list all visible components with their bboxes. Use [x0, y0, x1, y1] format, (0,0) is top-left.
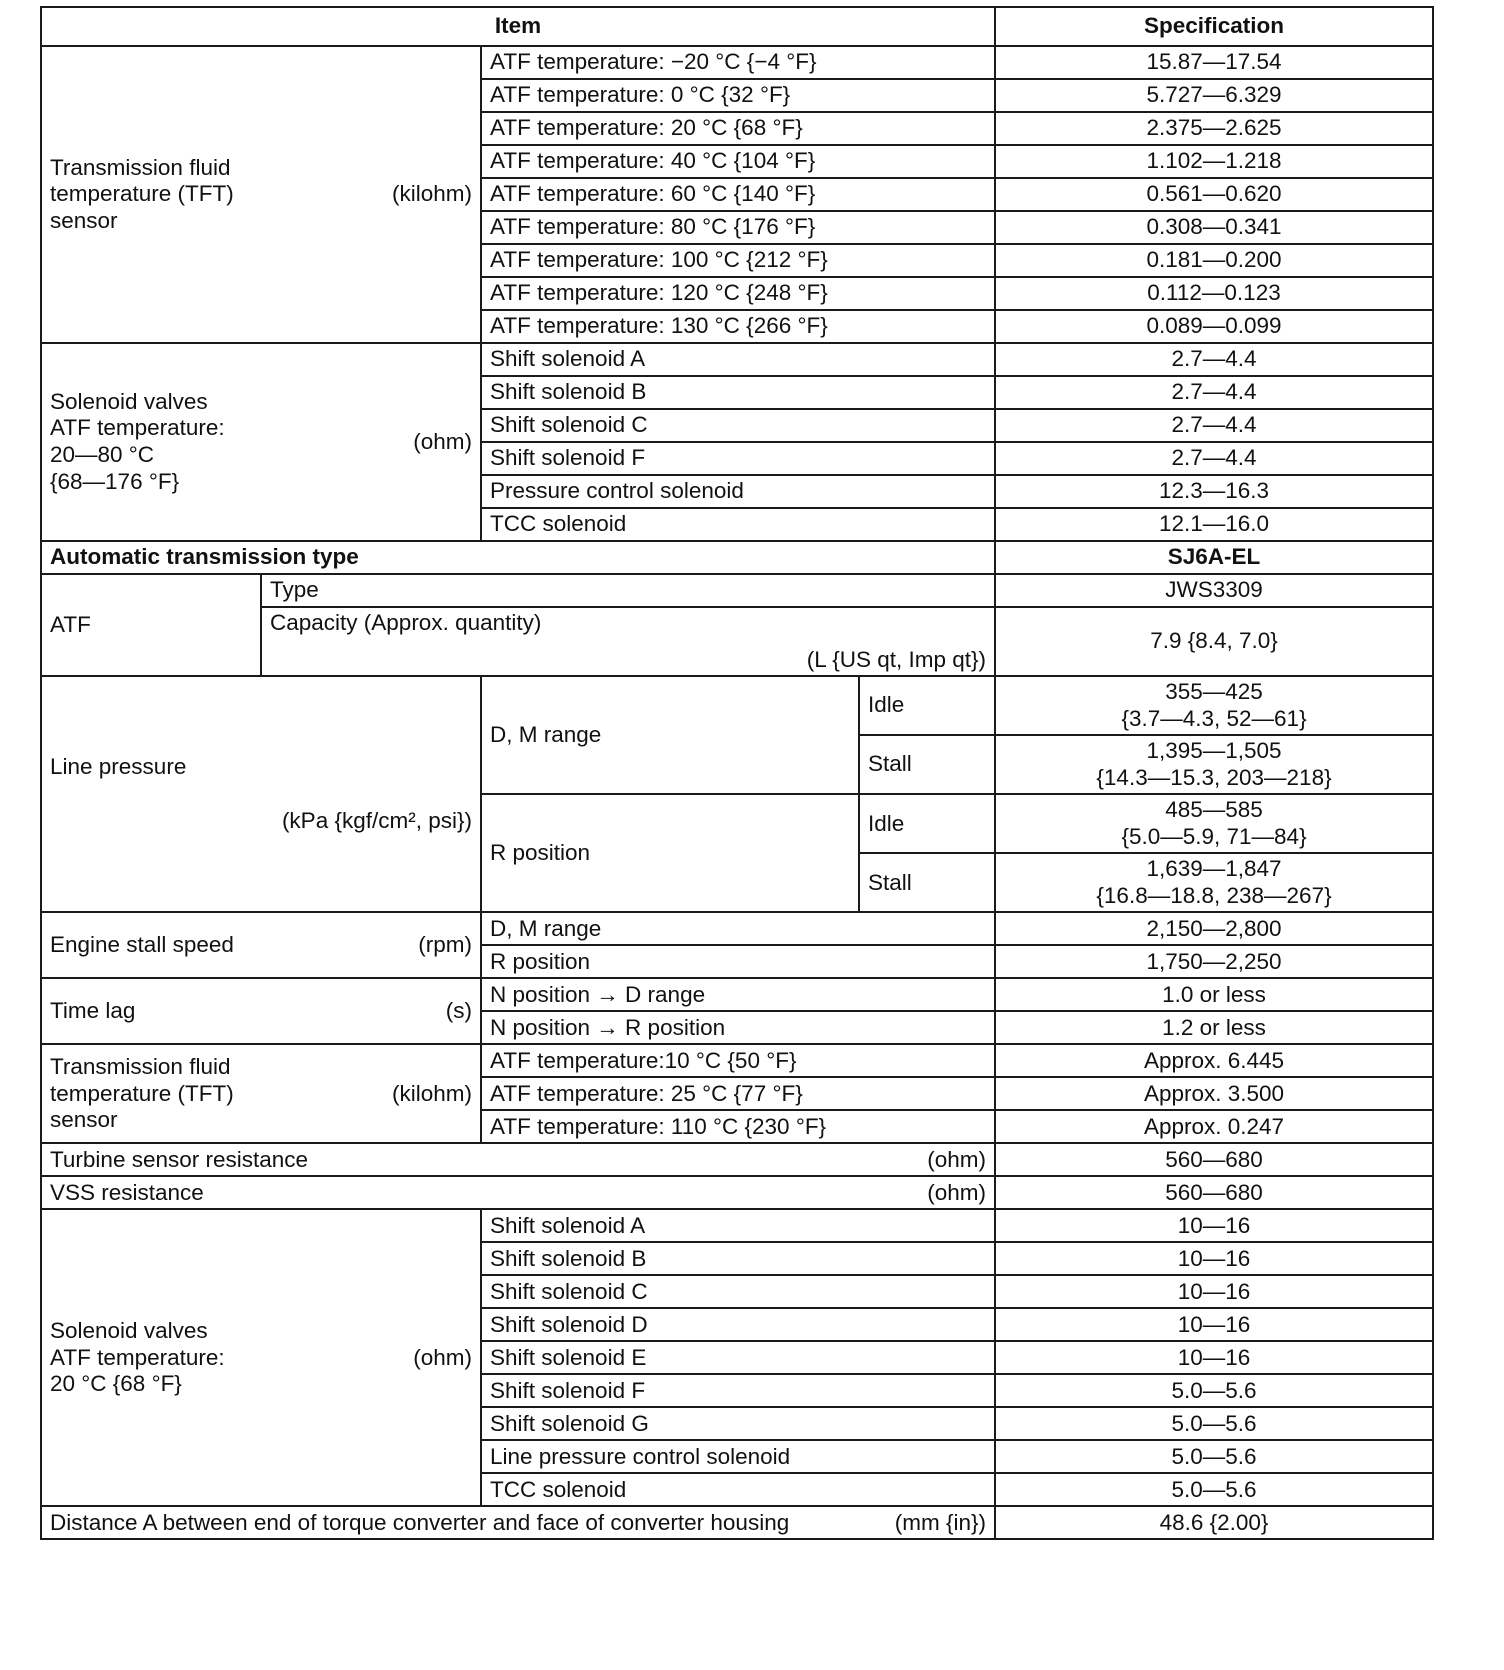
spec-table	[40, 6, 1434, 1540]
spec-line: 485—585	[1165, 797, 1263, 823]
atf-capacity-unit: (L {US qt, Imp qt})	[806, 646, 987, 672]
spec-line: 1,639—1,847	[1146, 856, 1282, 882]
solenoid-2-name-line: Solenoid valves	[50, 1318, 208, 1344]
table-row	[41, 1209, 1433, 1242]
atf-capacity-spec: 7.9 {8.4, 7.0}	[995, 607, 1433, 676]
row-label: ATF temperature: −20 °C {−4 °F}	[481, 46, 995, 79]
row-spec: 12.3—16.3	[995, 475, 1433, 508]
table-row	[41, 1143, 1433, 1176]
row-label: ATF temperature: 20 °C {68 °F}	[481, 112, 995, 145]
row-spec: 10—16	[995, 1341, 1433, 1374]
line-pressure-unit: (kPa {kgf/cm², psi})	[281, 808, 472, 834]
row-spec: 2,150—2,800	[995, 912, 1433, 945]
row-spec: 1,750—2,250	[995, 945, 1433, 978]
tft-sensor-1-unit: (kilohm)	[391, 181, 472, 207]
tft-sensor-1-group	[41, 46, 481, 343]
at-type-label: Automatic transmission type	[41, 541, 995, 574]
row-spec: Approx. 3.500	[995, 1077, 1433, 1110]
line-pressure-r-label: R position	[481, 794, 859, 912]
at-type-spec: SJ6A-EL	[995, 541, 1433, 574]
turbine-unit: (ohm)	[927, 1146, 987, 1172]
atf-type-label: Type	[261, 574, 995, 607]
vss-cell	[41, 1176, 995, 1209]
line-pressure-dm-idle	[995, 676, 1433, 735]
solenoid-1-name-line: Solenoid valves	[50, 388, 208, 414]
distance-a-unit: (mm {in})	[894, 1509, 987, 1535]
row-label: Shift solenoid F	[481, 1374, 995, 1407]
atf-type-spec: JWS3309	[995, 574, 1433, 607]
row-spec: 0.181—0.200	[995, 244, 1433, 277]
turbine-label: Turbine sensor resistance	[50, 1146, 309, 1172]
row-label: R position	[481, 945, 995, 978]
row-label: ATF temperature: 0 °C {32 °F}	[481, 79, 995, 112]
table-row	[41, 46, 1433, 79]
turbine-spec: 560—680	[995, 1143, 1433, 1176]
row-spec: 2.7—4.4	[995, 376, 1433, 409]
line-pressure-name: Line pressure	[50, 753, 187, 779]
time-lag-group	[41, 978, 481, 1044]
spec-line: {16.8—18.8, 238—267}	[1096, 882, 1332, 908]
solenoid-2-name-line: ATF temperature:	[50, 1344, 225, 1370]
row-spec: 0.308—0.341	[995, 211, 1433, 244]
line-pressure-group	[41, 676, 481, 912]
line-pressure-r-stall	[995, 853, 1433, 912]
row-label: TCC solenoid	[481, 508, 995, 541]
row-spec: 1.2 or less	[995, 1011, 1433, 1044]
row-spec: 5.0—5.6	[995, 1374, 1433, 1407]
row-label: Shift solenoid A	[481, 343, 995, 376]
atf-capacity-label: Capacity (Approx. quantity)	[270, 610, 542, 635]
solenoid-1-name-line: ATF temperature:	[50, 415, 225, 441]
row-label: Shift solenoid D	[481, 1308, 995, 1341]
row-spec: 0.089—0.099	[995, 310, 1433, 343]
turbine-cell	[41, 1143, 995, 1176]
row-spec: 1.0 or less	[995, 978, 1433, 1011]
vss-label: VSS resistance	[50, 1179, 204, 1205]
row-label: ATF temperature: 25 °C {77 °F}	[481, 1077, 995, 1110]
solenoid-1-unit: (ohm)	[413, 428, 472, 454]
stall-speed-name: Engine stall speed	[50, 932, 234, 958]
spec-line: 1,395—1,505	[1146, 738, 1282, 764]
row-spec: 10—16	[995, 1209, 1433, 1242]
table-row	[41, 1176, 1433, 1209]
row-spec: 2.375—2.625	[995, 112, 1433, 145]
solenoid-2-name	[50, 1318, 225, 1398]
row-label: ATF temperature: 60 °C {140 °F}	[481, 178, 995, 211]
row-spec: 0.112—0.123	[995, 277, 1433, 310]
tft-sensor-1-name: Transmission fluid temperature (TFT) sensor	[50, 154, 234, 233]
row-label: ATF temperature: 110 °C {230 °F}	[481, 1110, 995, 1143]
row-spec: Approx. 0.247	[995, 1110, 1433, 1143]
row-label: ATF temperature:10 °C {50 °F}	[481, 1044, 995, 1077]
row-label: Shift solenoid C	[481, 409, 995, 442]
header-specification: Specification	[995, 7, 1433, 46]
spec-line: {3.7—4.3, 52—61}	[1121, 705, 1307, 731]
row-label: ATF temperature: 120 °C {248 °F}	[481, 277, 995, 310]
solenoid-1-group	[41, 343, 481, 541]
tft-sensor-2-unit: (kilohm)	[391, 1080, 472, 1106]
row-spec: 15.87—17.54	[995, 46, 1433, 79]
line-pressure-stall-label: Stall	[859, 735, 995, 794]
table-row	[41, 1506, 1433, 1539]
row-label: Shift solenoid B	[481, 376, 995, 409]
row-label: ATF temperature: 40 °C {104 °F}	[481, 145, 995, 178]
row-label: ATF temperature: 130 °C {266 °F}	[481, 310, 995, 343]
row-label: Pressure control solenoid	[481, 475, 995, 508]
distance-a-label: Distance A between end of torque converter and face of converter housing	[50, 1509, 790, 1535]
solenoid-1-name-line: {68—176 °F}	[50, 468, 180, 494]
row-spec: 5.0—5.6	[995, 1407, 1433, 1440]
solenoid-2-unit: (ohm)	[413, 1344, 472, 1370]
table-row	[41, 541, 1433, 574]
row-label: Shift solenoid A	[481, 1209, 995, 1242]
row-label: ATF temperature: 100 °C {212 °F}	[481, 244, 995, 277]
row-spec: 5.0—5.6	[995, 1473, 1433, 1506]
line-pressure-idle-label: Idle	[859, 794, 995, 853]
spec-line: 355—425	[1165, 679, 1263, 705]
vss-unit: (ohm)	[927, 1179, 987, 1205]
row-label: Shift solenoid F	[481, 442, 995, 475]
time-lag-unit: (s)	[445, 998, 472, 1024]
row-label: TCC solenoid	[481, 1473, 995, 1506]
table-row	[41, 1044, 1433, 1077]
solenoid-1-name	[50, 389, 225, 495]
table-row	[41, 343, 1433, 376]
header-item: Item	[41, 7, 995, 46]
row-spec: 2.7—4.4	[995, 409, 1433, 442]
row-label: Shift solenoid B	[481, 1242, 995, 1275]
row-label: Shift solenoid G	[481, 1407, 995, 1440]
stall-speed-group	[41, 912, 481, 978]
solenoid-2-group	[41, 1209, 481, 1506]
line-pressure-r-idle	[995, 794, 1433, 853]
row-spec: 10—16	[995, 1275, 1433, 1308]
row-spec: 2.7—4.4	[995, 442, 1433, 475]
row-spec: 5.727—6.329	[995, 79, 1433, 112]
line-pressure-dm-label: D, M range	[481, 676, 859, 794]
row-spec: 5.0—5.6	[995, 1440, 1433, 1473]
line-pressure-idle-label: Idle	[859, 676, 995, 735]
spec-line: {14.3—15.3, 203—218}	[1096, 764, 1332, 790]
row-label: N position → D range	[481, 978, 995, 1011]
row-spec: Approx. 6.445	[995, 1044, 1433, 1077]
row-spec: 10—16	[995, 1308, 1433, 1341]
line-pressure-dm-stall	[995, 735, 1433, 794]
solenoid-1-name-line: 20—80 °C	[50, 442, 155, 467]
table-row	[41, 978, 1433, 1011]
row-spec: 0.561—0.620	[995, 178, 1433, 211]
row-spec: 10—16	[995, 1242, 1433, 1275]
row-label: Shift solenoid E	[481, 1341, 995, 1374]
row-spec: 1.102—1.218	[995, 145, 1433, 178]
row-spec: 12.1—16.0	[995, 508, 1433, 541]
table-row	[41, 574, 1433, 607]
distance-a-spec: 48.6 {2.00}	[995, 1506, 1433, 1539]
row-label: Line pressure control solenoid	[481, 1440, 995, 1473]
time-lag-name: Time lag	[50, 998, 136, 1024]
row-label: ATF temperature: 80 °C {176 °F}	[481, 211, 995, 244]
header-row	[41, 7, 1433, 46]
tft-sensor-2-group	[41, 1044, 481, 1143]
solenoid-2-name-line: 20 °C {68 °F}	[50, 1371, 182, 1397]
table-row	[41, 676, 1433, 735]
distance-a-cell	[41, 1506, 995, 1539]
row-label: N position → R position	[481, 1011, 995, 1044]
line-pressure-stall-label: Stall	[859, 853, 995, 912]
vss-spec: 560—680	[995, 1176, 1433, 1209]
table-row	[41, 912, 1433, 945]
spec-line: {5.0—5.9, 71—84}	[1121, 823, 1307, 849]
row-label: D, M range	[481, 912, 995, 945]
row-spec: 2.7—4.4	[995, 343, 1433, 376]
tft-sensor-2-name: Transmission fluid temperature (TFT) sensor	[50, 1054, 234, 1133]
stall-speed-unit: (rpm)	[418, 932, 472, 958]
atf-name: ATF	[41, 574, 261, 676]
atf-capacity-cell	[261, 607, 995, 676]
row-label: Shift solenoid C	[481, 1275, 995, 1308]
